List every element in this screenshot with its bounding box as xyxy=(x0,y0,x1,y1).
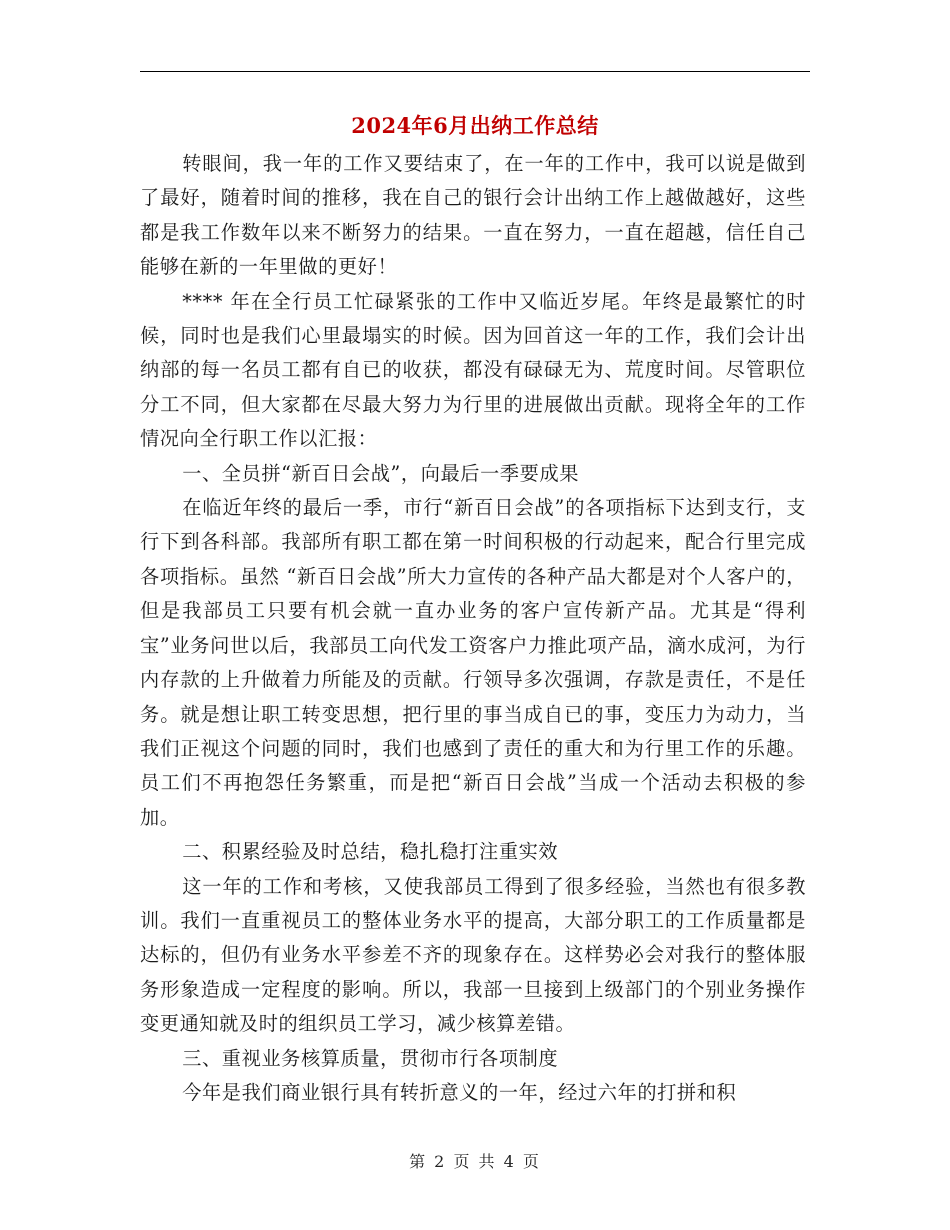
paragraph-section-2: 这一年的工作和考核，又使我部员工得到了很多经验，当然也有很多教训。我们一直重视员工的整体业务水平的提高，大部分职工的工作质量都是达标的，但仍有业务水平参差不齐的现象存在。这样势必会对我行的整体服务形象造成一定程度的影响。所以，我部一旦接到上级部门的个别业务操作变更通知就及时的组织员工学习，减少核算差错。 xyxy=(140,874,806,1036)
page-number-footer: 第 2 页 共 4 页 xyxy=(409,1152,541,1171)
header-rule xyxy=(140,71,810,72)
paragraph-intro: 转眼间，我一年的工作又要结束了，在一年的工作中，我可以说是做到了最好，随着时间的推移，我在自己的银行会计出纳工作上越做越好，这些都是我工作数年以来不断努力的结果。一直在努力，一直在超越，信任自己能够在新的一年里做的更好！ xyxy=(140,152,806,279)
paragraph-section-3: 今年是我们商业银行具有转折意义的一年，经过六年的打拼和积 xyxy=(182,1080,737,1104)
section-heading-1: 一、全员拼“新百日会战”，向最后一季要成果 xyxy=(182,461,580,485)
section-heading-3: 三、重视业务核算质量，贯彻市行各项制度 xyxy=(182,1046,559,1070)
paragraph-section-1: 在临近年终的最后一季，市行“新百日会战”的各项指标下达到支行，支行下到各科部。我部所有职工都在第一时间积极的行动起来，配合行里完成各项指标。虽然 “新百日会战”所大力宣传的各种产品大都是对个人客户的，但是我部员工只要有机会就一直办业务的客户宣传新产品。尤其是“得利宝”业务问世以后，我部员工向代发工资客户力推此项产品，滴水成河，为行内存款的上升做着力所能及的贡献。行领导多次强调，存款是责任，不是任务。就是想让职工转变思想，把行里的事当成自已的事，变压力为动力，当我们正视这个问题的同时，我们也感到了责任的重大和为行里工作的乐趣。员工们不再抱怨任务繁重，而是把“新百日会战”当成一个活动去积极的参加。 xyxy=(140,496,806,829)
paragraph-overview: **** 年在全行员工忙碌紧张的工作中又临近岁尾。年终是最繁忙的时候，同时也是我们心里最塌实的时候。因为回首这一年的工作，我们会计出纳部的每一名员工都有自已的收获，都没有碌碌无为、荒度时间。尽管职位分工不同，但大家都在尽最大努力为行里的进展做出贡献。现将全年的工作情况向全行职工作以汇报： xyxy=(140,289,806,451)
document-body xyxy=(140,147,806,1110)
section-heading-2: 二、积累经验及时总结，稳扎稳打注重实效 xyxy=(182,840,559,864)
document-title: 2024年6月出纳工作总结 xyxy=(351,113,599,138)
